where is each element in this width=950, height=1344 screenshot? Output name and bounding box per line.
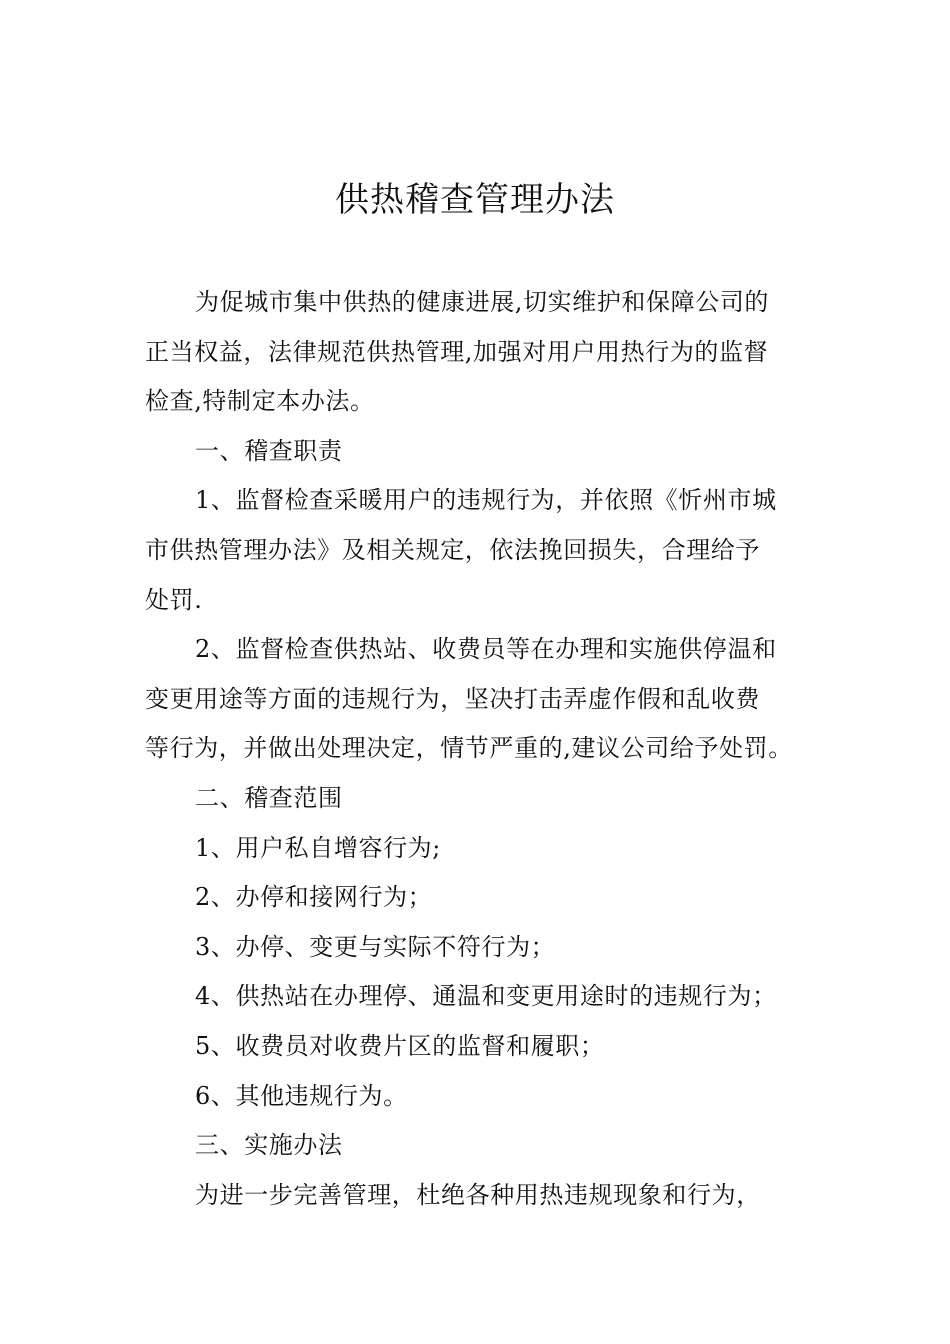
paragraph-intro-line: 为促城市集中供热的健康进展,切实维护和保障公司的	[195, 288, 770, 316]
section-heading-scope: 二、稽查范围	[195, 783, 343, 812]
scope-item: 5、收费员对收费片区的监督和履职；	[195, 1031, 605, 1060]
scope-item: 2、办停和接网行为；	[195, 883, 433, 912]
document-title: 供热稽查管理办法	[335, 180, 615, 220]
scope-item: 1、用户私自增容行为;	[195, 833, 441, 862]
duty-item-1-line: 市供热管理办法》及相关规定，依法挽回损失，合理给予	[145, 535, 760, 564]
paragraph-intro-line: 正当权益，法律规范供热管理,加强对用户用热行为的监督	[145, 337, 769, 366]
duty-item-2-line: 变更用途等方面的违规行为，坚决打击弄虚作假和乱收费	[145, 684, 760, 713]
document-body	[145, 278, 810, 1220]
duty-item-1-line: 1、监督检查采暖用户的违规行为，并依照《忻州市城	[195, 486, 777, 515]
paragraph-intro-line: 检查,特制定本办法。	[145, 387, 375, 416]
duty-item-2-line: 2、监督检查供热站、收费员等在办理和实施供停温和	[195, 635, 777, 664]
implementation-paragraph-line: 为进一步完善管理，杜绝各种用热违规现象和行为，	[195, 1180, 761, 1209]
section-heading-implementation: 三、实施办法	[195, 1131, 343, 1160]
scope-item: 4、供热站在办理停、通温和变更用途时的违规行为；	[195, 982, 777, 1011]
section-heading-duties: 一、稽查职责	[195, 436, 343, 465]
scope-item: 3、办停、变更与实际不符行为；	[195, 932, 556, 961]
scope-item: 6、其他违规行为。	[195, 1081, 408, 1110]
duty-item-1-line: 处罚.	[145, 585, 203, 614]
duty-item-2-line: 等行为，并做出处理决定，情节严重的,建议公司给予处罚。	[145, 734, 793, 763]
